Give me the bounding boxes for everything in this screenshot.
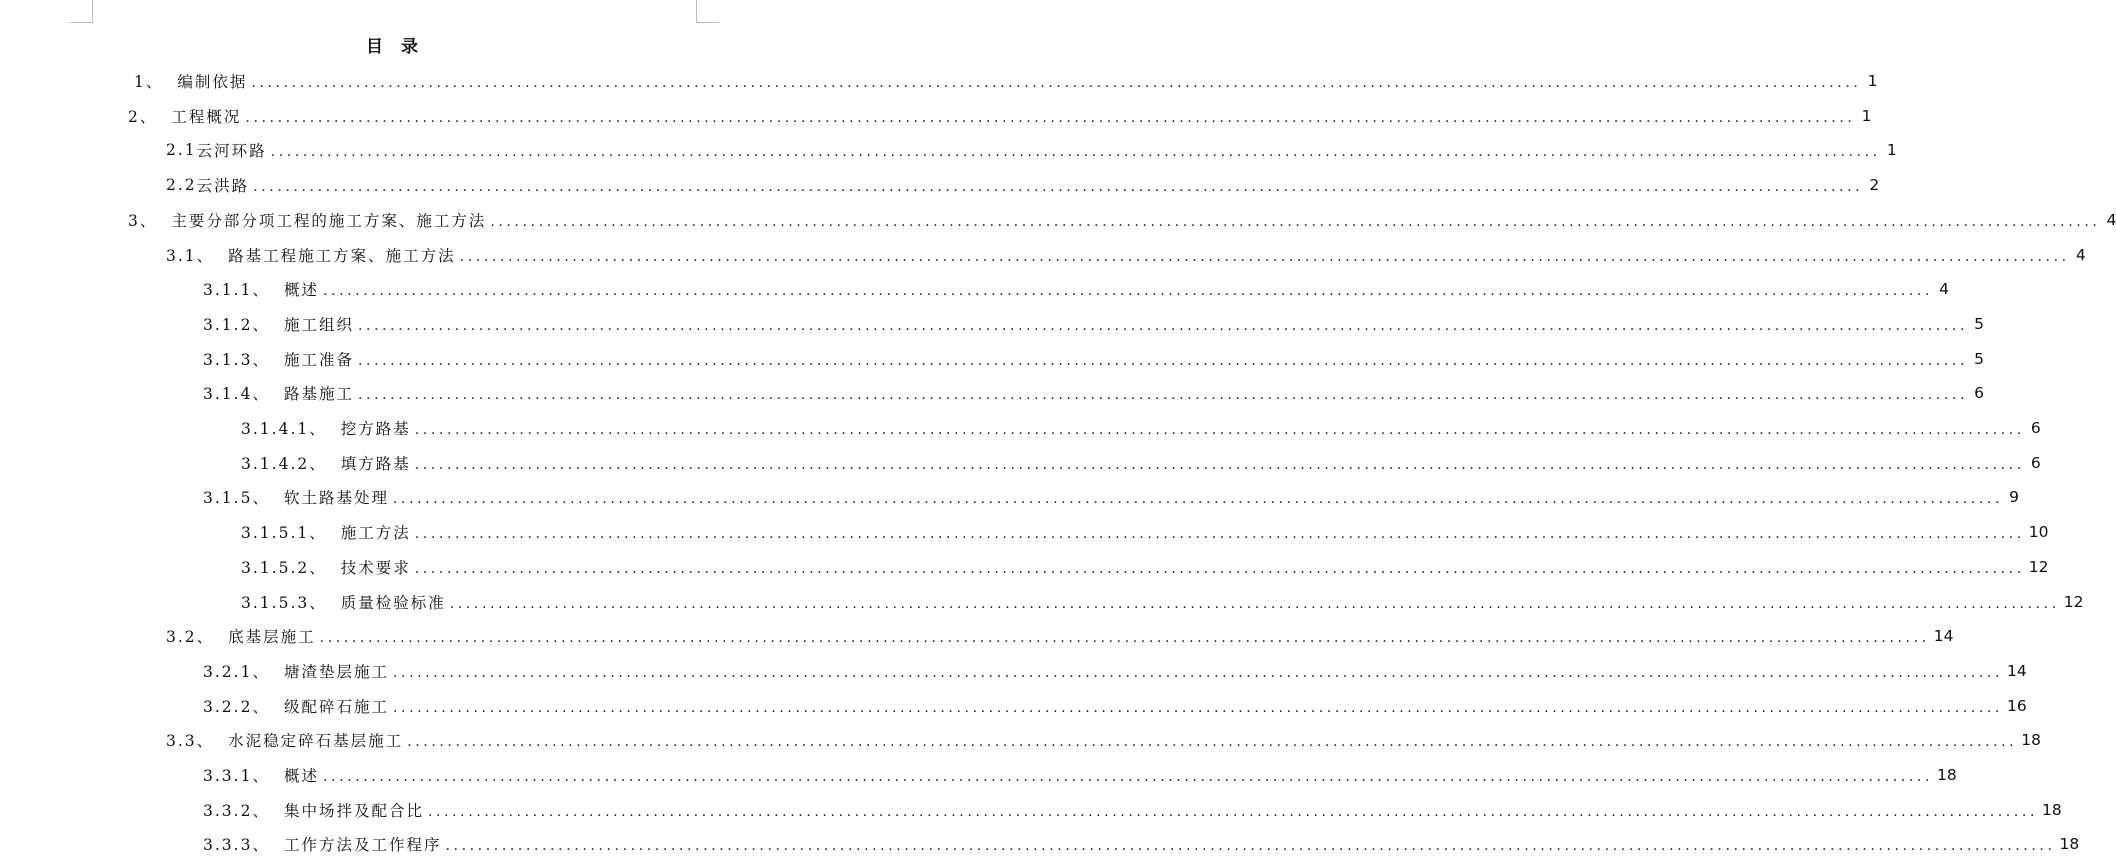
toc-entry-label: 云河环路 (196, 142, 267, 161)
toc-entry[interactable] (241, 550, 2049, 584)
toc-entry-label: 挖方路基 (340, 420, 411, 438)
toc-entry-page-number: 2 (1869, 176, 1880, 195)
toc-entry[interactable] (203, 654, 2027, 688)
toc-dot-leader: ........................................................................................................................................................................................................ (357, 317, 1969, 334)
toc-entry-page-number: 10 (2028, 523, 2049, 542)
toc-dot-leader: ........................................................................................................................................................................................................ (414, 560, 2025, 577)
toc-dot-leader: ........................................................................................................................................................................................................ (322, 283, 1934, 300)
toc-entry-number: 3.1.4.1、 (241, 420, 327, 438)
toc-entry[interactable] (203, 689, 2027, 723)
toc-entry-number: 3.1.1、 (203, 281, 270, 300)
toc-entry-number: 3.1.4.2、 (241, 454, 327, 473)
toc-entry-number: 2、 (128, 107, 158, 126)
toc-entry-label: 概述 (283, 281, 319, 300)
toc-entry-label: 工作方法及工作程序 (283, 836, 442, 855)
toc-entry-number: 3.1.5.3、 (241, 593, 327, 612)
toc-title: 目 录 (366, 37, 424, 57)
toc-dot-leader: ........................................................................................................................................................................................................ (319, 630, 1930, 647)
toc-entry-label: 级配碎石施工 (283, 697, 389, 716)
toc-entry-number: 1、 (134, 73, 164, 91)
toc-entry-label: 云洪路 (196, 177, 250, 196)
toc-dot-leader: ........................................................................................................................................................................................................ (357, 352, 1969, 369)
toc-entry-label: 工程概况 (171, 107, 242, 126)
crop-mark-top-right (696, 0, 719, 23)
toc-entry-number: 3.1、 (166, 246, 215, 265)
toc-entry-label: 集中场拌及配合比 (283, 801, 424, 820)
toc-entry[interactable] (241, 446, 2041, 480)
toc-entry[interactable] (166, 168, 1880, 202)
toc-entry-label: 路基施工 (283, 385, 354, 404)
toc-entry-page-number: 1 (1867, 72, 1878, 90)
toc-entry[interactable] (203, 480, 2020, 514)
toc-entry-number: 3.3.1、 (203, 767, 270, 785)
toc-dot-leader: ........................................................................................................................................................................................................ (245, 109, 1856, 126)
toc-dot-leader: ........................................................................................................................................................................................................ (414, 456, 2025, 473)
toc-dot-leader: ........................................................................................................................................................................................................ (445, 838, 2056, 855)
toc-entry[interactable] (166, 619, 1954, 653)
toc-entry-page-number: 6 (2030, 419, 2041, 437)
toc-dot-leader: ........................................................................................................................................................................................................ (253, 179, 1864, 196)
toc-entry-number: 3.3.2、 (203, 801, 270, 820)
toc-dot-leader: ........................................................................................................................................................................................................ (414, 422, 2025, 438)
toc-entry-number: 3.2、 (166, 628, 215, 647)
toc-dot-leader: ........................................................................................................................................................................................................ (392, 664, 2004, 681)
toc-entry-label: 主要分部分项工程的施工方案、施工方法 (171, 211, 487, 230)
toc-entry-label: 水泥稳定碎石基层施工 (228, 732, 404, 751)
toc-entry-page-number: 9 (2009, 488, 2020, 507)
toc-entry-number: 3.1.3、 (203, 350, 270, 369)
toc-entry-page-number: 1 (1886, 141, 1897, 160)
toc-entry-number: 3.1.5.2、 (241, 558, 327, 577)
toc-entry-number: 2.2 (166, 176, 197, 195)
toc-entry-number: 3.3.3、 (203, 836, 270, 855)
toc-entry-page-number: 4 (2106, 210, 2116, 229)
toc-entry[interactable] (203, 307, 1985, 341)
toc-entry-page-number: 18 (1937, 766, 1957, 784)
toc-entry-label: 编制依据 (177, 73, 248, 91)
toc-dot-leader: ........................................................................................................................................................................................................ (414, 526, 2025, 543)
toc-entry-page-number: 18 (2042, 800, 2062, 819)
toc-dot-leader: ........................................................................................................................................................................................................ (251, 75, 1862, 91)
toc-entry[interactable] (241, 515, 2049, 549)
toc-entry[interactable] (203, 376, 1985, 410)
toc-entry-page-number: 18 (2021, 731, 2041, 750)
toc-dot-leader: ........................................................................................................................................................................................................ (459, 248, 2070, 265)
toc-entry-page-number: 18 (2059, 835, 2080, 854)
toc-entry-number: 2.1 (166, 141, 197, 160)
toc-entry-label: 底基层施工 (228, 628, 316, 647)
toc-entry-page-number: 6 (1974, 384, 1985, 403)
toc-entry-page-number: 4 (1939, 280, 1950, 299)
toc-entry-number: 3.2.1、 (203, 662, 270, 681)
toc-entry[interactable] (203, 827, 2080, 861)
toc-dot-leader: ........................................................................................................................................................................................................ (427, 803, 2039, 820)
toc-entry-number: 3.1.5.1、 (241, 524, 327, 543)
crop-mark-top-left (70, 0, 93, 23)
toc-entry-number: 3.1.2、 (203, 315, 270, 334)
toc-entry-page-number: 12 (2028, 557, 2049, 576)
toc-dot-leader: ........................................................................................................................................................................................................ (490, 213, 2101, 230)
toc-entry[interactable] (241, 585, 2084, 619)
toc-entry-number: 3.3、 (166, 732, 215, 751)
toc-dot-leader: ........................................................................................................................................................................................................ (407, 734, 2018, 751)
toc-dot-leader: ........................................................................................................................................................................................................ (449, 595, 2060, 612)
toc-entry-label: 填方路基 (340, 454, 411, 473)
toc-entry-page-number: 4 (2075, 245, 2086, 264)
toc-entry[interactable] (241, 411, 2041, 445)
toc-entry-label: 概述 (283, 767, 319, 785)
toc-entry-page-number: 14 (2007, 661, 2027, 680)
toc-entry-label: 施工组织 (283, 315, 354, 334)
toc-dot-leader: ........................................................................................................................................................................................................ (357, 387, 1969, 404)
toc-entry[interactable] (203, 758, 1957, 792)
toc-entry[interactable] (203, 272, 1950, 306)
toc-entry-page-number: 1 (1861, 106, 1872, 125)
toc-entry-page-number: 16 (2007, 696, 2027, 715)
toc-entry-label: 技术要求 (340, 558, 411, 577)
toc-entry[interactable] (134, 64, 1878, 98)
toc-dot-leader: ........................................................................................................................................................................................................ (392, 699, 2004, 716)
toc-entry[interactable] (128, 99, 1872, 133)
toc-entry-page-number: 6 (2030, 453, 2041, 472)
toc-entry[interactable] (166, 238, 2086, 272)
toc-entry-label: 施工准备 (283, 350, 354, 369)
toc-entry[interactable] (166, 133, 1897, 167)
toc-dot-leader: ........................................................................................................................................................................................................ (270, 144, 1881, 161)
toc-entry-number: 3.2.2、 (203, 697, 270, 716)
toc-entry-label: 塘渣垫层施工 (283, 662, 389, 681)
toc-dot-leader: ........................................................................................................................................................................................................ (392, 491, 2004, 508)
toc-entry-number: 3.1.4、 (203, 385, 270, 404)
toc-entry-label: 软土路基处理 (283, 489, 389, 508)
toc-entry-label: 路基工程施工方案、施工方法 (228, 246, 456, 265)
toc-entry-page-number: 14 (1933, 627, 1954, 646)
toc-entry-number: 3.1.5、 (203, 489, 270, 508)
toc-entry[interactable] (128, 203, 2116, 237)
toc-entry-page-number: 5 (1974, 314, 1985, 333)
toc-entry-number: 3、 (128, 211, 158, 230)
toc-entry-label: 施工方法 (340, 524, 411, 543)
toc-entry-label: 质量检验标准 (340, 593, 446, 612)
toc-entry-page-number: 5 (1974, 349, 1985, 368)
toc-entry[interactable] (203, 793, 2062, 827)
toc-entry[interactable] (166, 723, 2041, 757)
toc-dot-leader: ........................................................................................................................................................................................................ (322, 769, 1934, 785)
toc-entry[interactable] (203, 342, 1985, 376)
toc-entry-page-number: 12 (2063, 592, 2084, 611)
